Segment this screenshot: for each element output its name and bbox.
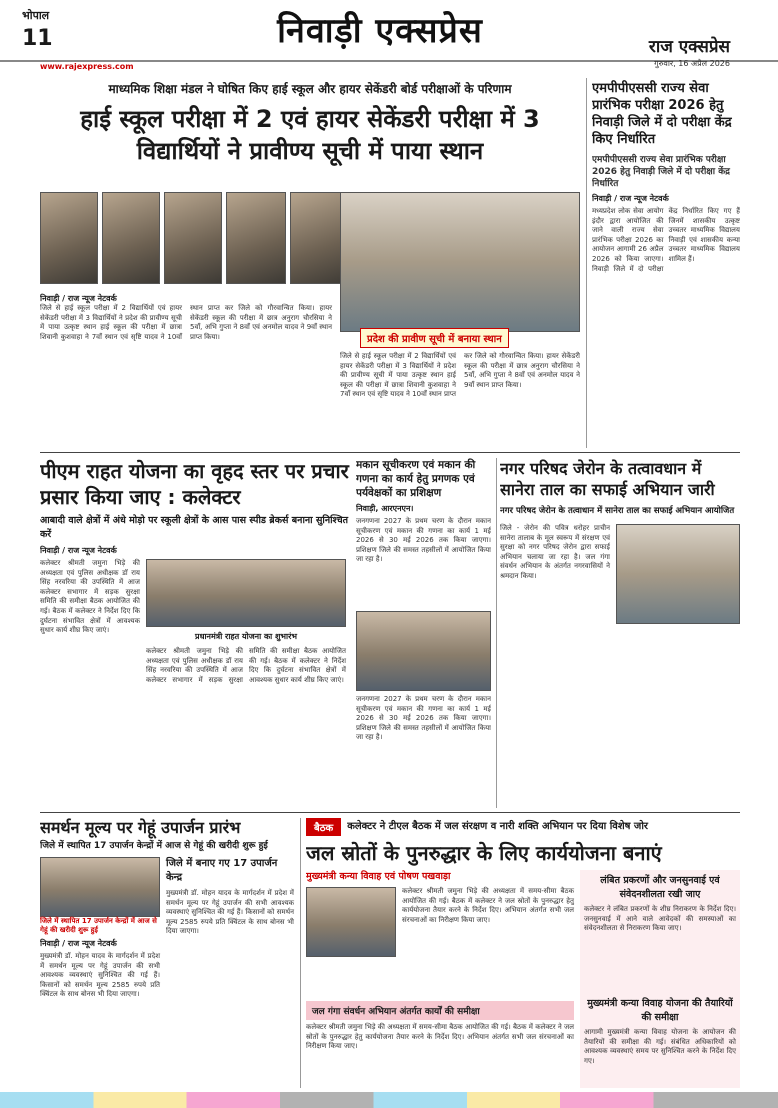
meeting-room-photo: [306, 887, 396, 957]
city-name: भोपाल: [22, 9, 50, 22]
page-number: 11: [22, 26, 53, 51]
section-tag: बैठक: [306, 818, 341, 836]
photo-caption: प्रदेश की प्रावीण सूची में बनाया स्थान: [360, 328, 509, 348]
pending-body: कलेक्टर ने लंबित प्रकरणों के शीघ्र निराकरण के निर्देश दिए। जनसुनवाई में आने वाले आवेदकों की समस्याओं का संवेदनशीलता से निराकरण किया जाए।: [584, 905, 736, 933]
lake-story: [500, 458, 740, 808]
lead-body-cont: जिले से हाई स्कूल परीक्षा में 2 विद्यार्थियों एवं हायर सेकेंडरी परीक्षा में 3 विद्यार्थियों ने प्रदेश की प्रावीण्य सूची में पाया उत्कृष्ट स्थान हाई स्कूल की परीक्षा में छात्रा शिवानी कुशवाहा ने 7वाँ स्थान एवं सृष्टि यादव ने 10वाँ स्थान प्राप्त कर जिले को गौरवान्वित किया। हायर सेकेंडरी स्कूल की परीक्षा में छात्र अनुराग चौरसिया ने 5वाँ, अभि गुप्ता ने 8वाँ एवं अनमोल यादव ने 9वाँ स्थान प्राप्त किया।: [340, 352, 580, 399]
training-photo: [356, 611, 491, 691]
brand-name: राज एक्सप्रेस: [648, 37, 730, 57]
pm-headline: पीएम राहत योजना का वृहद स्तर पर प्रचार प्रसार किया जाए : कलेक्टर: [40, 459, 349, 509]
lake-photo: [616, 524, 740, 624]
water-bar: जल गंगा संवर्धन अभियान अंतर्गत कार्यों की समीक्षा: [306, 1001, 574, 1020]
lead-headline: हाई स्कूल परीक्षा में 2 एवं हायर सेकेंडरी परीक्षा में 3 विद्यार्थियों ने प्रावीण्य सूची में पाया स्थान: [80, 105, 540, 165]
pm-body: कलेक्टर श्रीमती जमुना भिड़े की अध्यक्षता एवं पुलिस अधीक्षक डॉ राय सिंह नरवरिया की उपस्थिति में आज कलेक्टर सभागार में सड़क सुरक्षा समिति की समीक्षा बैठक आयोजित की गई। बैठक में कलेक्टर ने निर्देश दिए कि दुर्घटना संभावित क्षेत्रों में आवश्यक सुधार कार्य शीघ्र किए जाएं।: [40, 559, 140, 635]
census-story: [356, 458, 491, 808]
divider: [40, 452, 740, 453]
wheat-body: मुख्यमंत्री डॉ. मोहन यादव के मार्गदर्शन में प्रदेश में समर्थन मूल्य पर गेहूं उपार्जन की सभी आवश्यक व्यवस्थाएं सुनिश्चित की गई हैं। किसानों को समर्थन मूल्य 2585 रुपये प्रति क्विंटल के साथ बोनस भी दिया जाएगा।: [40, 952, 160, 999]
pm-sub: आबादी वाले क्षेत्रों में अंधे मोड़ो पर स्कूली क्षेत्रों के आस पास स्पीड ब्रेकर्स बनाना सुनिश्चित करें: [40, 515, 349, 540]
color-registration-strip: [0, 1092, 778, 1108]
wheat-photo-caption: जिले में स्थापित 17 उपार्जन केन्द्रों में आज से गेहूं की खरीदी शुरू हुई: [40, 917, 157, 934]
pm-inset: प्रधानमंत्री राहत योजना का शुभारंभ: [195, 632, 297, 641]
mppsc-story: [592, 80, 740, 450]
lead-kicker: माध्यमिक शिक्षा मंडल ने घोषित किए हाई स्कूल और हायर सेकेंडरी बोर्ड परीक्षाओं के परिणाम: [108, 82, 512, 96]
mppsc-body: मध्यप्रदेश लोक सेवा आयोग इंदौर द्वारा आयोजित की जाने वाली राज्य सेवा प्रारंभिक परीक्षा 2026 का आयोजन आगामी 26 अप्रैल 2026 को किया जाएगा। निवाड़ी जिले में दो परीक्षा केंद्र निर्धारित किए गए हैं जिनमें शासकीय उत्कृष्ट उच्चतर माध्यमिक विद्यालय निवाड़ी एवं शासकीय कन्या उच्चतर माध्यमिक विद्यालय शामिल हैं।: [592, 207, 740, 273]
meeting-body-cont: कलेक्टर श्रीमती जमुना भिड़े की अध्यक्षता में समय-सीमा बैठक आयोजित की गई। बैठक में कलेक्टर ने जल स्रोतों के पुनरुद्धार हेतु कार्ययोजना तैयार करने के निर्देश दिए। अभियान अंतर्गत सभी जल संरचनाओं का निरीक्षण किया जाए।: [306, 1023, 574, 1051]
wheat-inset: जिले में बनाए गए 17 उपार्जन केन्द्र: [166, 858, 278, 883]
student-photos: [40, 192, 350, 284]
felicitation-photo: [340, 192, 580, 332]
census-body: जनगणना 2027 के प्रथम चरण के दौरान मकान सूचीकरण एवं मकान की गणना का कार्य 1 मई 2026 से 30 मई 2026 तक किया जाएगा। प्रशिक्षण जिले की समस्त तहसीलों में आयोजित किया जा रहा है।: [356, 517, 491, 564]
meeting-headline: जल स्रोतों के पुनरुद्धार के लिए कार्ययोजना बनाएं: [306, 841, 662, 865]
census-body-cont: जनगणना 2027 के प्रथम चरण के दौरान मकान सूचीकरण एवं मकान की गणना का कार्य 1 मई 2026 से 30 मई 2026 तक किया जाएगा। प्रशिक्षण जिले की समस्त तहसीलों में आयोजित किया जा रहा है।: [356, 695, 491, 742]
divider: [300, 818, 301, 1088]
lead-byline: निवाड़ी / राज न्यूज नेटवर्क: [40, 294, 117, 303]
lake-sub: नगर परिषद जेरोन के तत्वाधान में सानेरा ताल का सफाई अभियान आयोजित: [500, 506, 735, 516]
meeting-inset: मुख्यमंत्री कन्या विवाह एवं पोषण पखवाड़ा: [306, 871, 451, 882]
student-photo: [40, 192, 98, 284]
issue-date: गुरुवार, 16 अप्रैल 2026: [654, 59, 730, 68]
wheat-headline: समर्थन मूल्य पर गेहूं उपार्जन प्रारंभ: [40, 818, 241, 837]
masthead-title: निवाड़ी एक्सप्रेस: [277, 11, 483, 51]
census-headline: मकान सूचीकरण एवं मकान की गणना का कार्य हेतु प्रगणक एवं पर्यवेक्षकों का प्रशिक्षण: [356, 459, 476, 499]
mppsc-sub: एमपीपीएससी राज्य सेवा प्रारंभिक परीक्षा 2026 हेतु निवाड़ी जिले में दो परीक्षा केंद्र निर्धारित: [592, 155, 730, 189]
mppsc-headline: एमपीपीएससी राज्य सेवा प्रारंभिक परीक्षा 2026 हेतु निवाड़ी जिले में दो परीक्षा केंद्र किए निर्धारित: [592, 81, 732, 147]
pm-rahat-story: [40, 458, 350, 808]
student-photo: [226, 192, 286, 284]
meeting-story: [306, 818, 740, 1088]
student-photo: [164, 192, 222, 284]
wheat-photo: [40, 857, 160, 917]
divider: [496, 458, 497, 808]
kanya-title: मुख्यमंत्री कन्या विवाह योजना की तैयारियों की समीक्षा: [587, 998, 733, 1023]
student-photo: [102, 192, 160, 284]
pm-byline: निवाड़ी / राज न्यूज नेटवर्क: [40, 546, 117, 555]
wheat-sub: जिले में स्थापित 17 उपार्जन केन्द्रों में आज से गेहूं की खरीदी शुरू हुई: [40, 841, 268, 851]
mppsc-byline: निवाड़ी / राज न्यूज नेटवर्क: [592, 194, 669, 203]
lake-body: जिले - जेरोन की पवित्र धरोहर प्राचीन सानेरा तालाब के मूल स्वरूप में संरक्षण एवं सुरक्षा को नगर परिषद जेरोन द्वारा सफाई अभियान चलाया जा रहा है। जल गंगा संवर्धन अभियान के अंतर्गत नगरवासियों ने श्रमदान किया।: [500, 524, 610, 580]
divider: [40, 812, 740, 813]
pending-title: लंबित प्रकरणों और जनसुनवाई एवं संवेदनशीलता रखी जाए: [600, 875, 720, 900]
census-byline: निवाड़ी, आरएनएन।: [356, 504, 414, 513]
kanya-body: आगामी मुख्यमंत्री कन्या विवाह योजना के आयोजन की तैयारियों की समीक्षा की गई। संबंधित अधिकारियों को आवश्यक व्यवस्थाएं समय पर सुनिश्चित करने के निर्देश दिए गए।: [584, 1028, 736, 1065]
meeting-bar: कलेक्टर ने टीएल बैठक में जल संरक्षण व नारी शक्ति अभियान पर दिया विशेष जोर: [347, 821, 649, 832]
wheat-body-cont: मुख्यमंत्री डॉ. मोहन यादव के मार्गदर्शन में प्रदेश में समर्थन मूल्य पर गेहूं उपार्जन की सभी आवश्यक व्यवस्थाएं सुनिश्चित की गई हैं। किसानों को समर्थन मूल्य 2585 रुपये प्रति क्विंटल के साथ बोनस भी दिया जाएगा।: [166, 889, 294, 936]
lead-story: [40, 80, 580, 450]
wheat-byline: निवाड़ी / राज न्यूज नेटवर्क: [40, 939, 117, 948]
pm-body-cont: कलेक्टर श्रीमती जमुना भिड़े की अध्यक्षता एवं पुलिस अधीक्षक डॉ राय सिंह नरवरिया की उपस्थिति में आज कलेक्टर सभागार में सड़क सुरक्षा समिति की समीक्षा बैठक आयोजित की गई। बैठक में कलेक्टर ने निर्देश दिए कि दुर्घटना संभावित क्षेत्रों में आवश्यक सुधार कार्य शीघ्र किए जाएं।: [146, 647, 346, 684]
wheat-story: [40, 818, 295, 1088]
website[interactable]: www.rajexpress.com: [40, 62, 134, 71]
page-header: [0, 0, 778, 62]
meeting-body: कलेक्टर श्रीमती जमुना भिड़े की अध्यक्षता में समय-सीमा बैठक आयोजित की गई। बैठक में कलेक्टर ने जल स्रोतों के पुनरुद्धार हेतु कार्ययोजना तैयार करने के निर्देश दिए। अभियान अंतर्गत सभी जल संरचनाओं का निरीक्षण किया जाए।: [402, 887, 574, 924]
meeting-photo: [146, 559, 346, 627]
lake-headline: नगर परिषद जेरोन के तत्वावधान में सानेरा ताल का सफाई अभियान जारी: [500, 459, 715, 499]
lead-body: जिले से हाई स्कूल परीक्षा में 2 विद्यार्थियों एवं हायर सेकेंडरी परीक्षा में 3 विद्यार्थियों ने प्रदेश की प्रावीण्य सूची में पाया उत्कृष्ट स्थान हाई स्कूल की परीक्षा में छात्रा शिवानी कुशवाहा ने 7वाँ स्थान एवं सृष्टि यादव ने 10वाँ स्थान प्राप्त कर जिले को गौरवान्वित किया। हायर सेकेंडरी स्कूल की परीक्षा में छात्र अनुराग चौरसिया ने 5वाँ, अभि गुप्ता ने 8वाँ एवं अनमोल यादव ने 9वाँ स्थान प्राप्त किया।: [40, 304, 332, 341]
divider: [586, 78, 587, 448]
